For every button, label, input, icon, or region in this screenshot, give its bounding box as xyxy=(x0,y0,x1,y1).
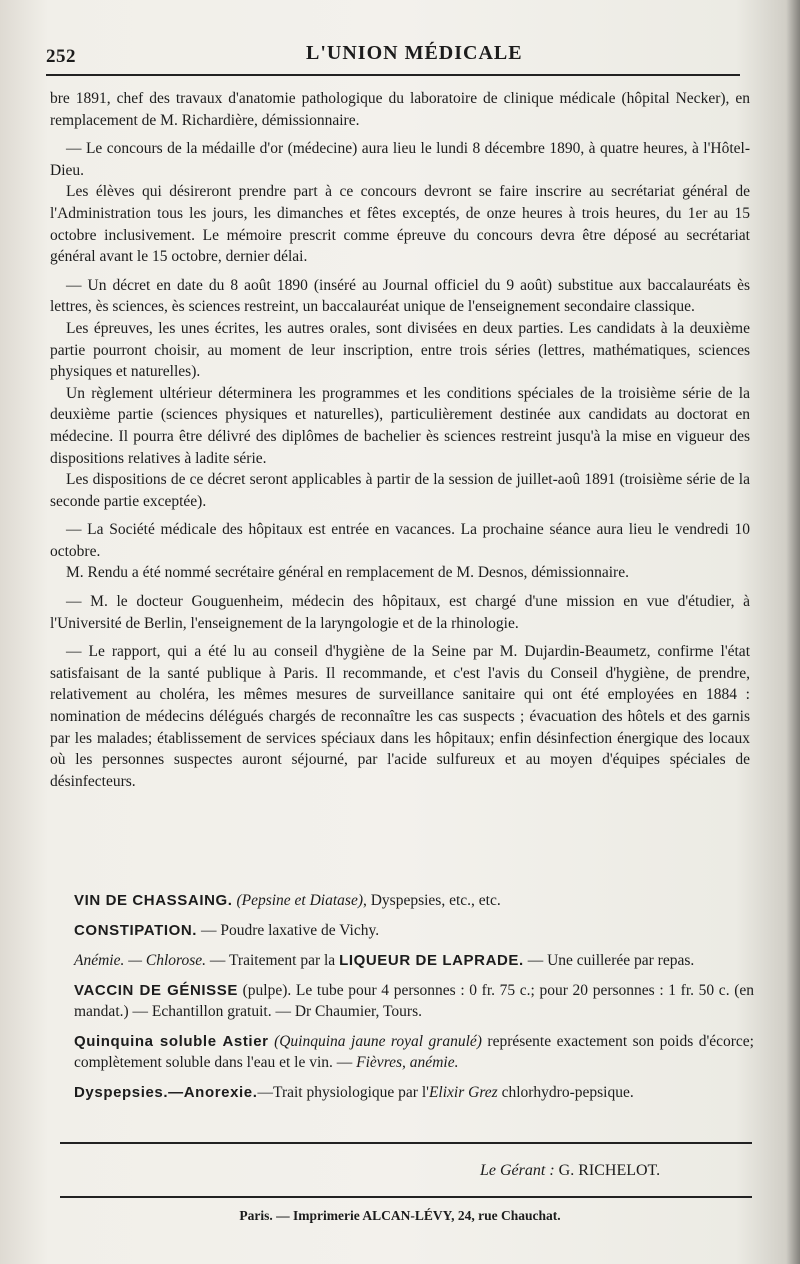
ad-constipation xyxy=(74,920,754,941)
ad-brand: Quinquina soluble Astier xyxy=(74,1033,269,1050)
paragraph: Les élèves qui désireront prendre part à ce concours devront se faire inscrire au secrétariat général de l'Administration tous les jours, les dimanches et fêtes exceptés, de onze heures à trois heures, du 1er au 15 octobre inclusivement. Le mémoire prescrit comme épreuve du concours devra être déposé au secrétariat général avant le 15 octobre, dernier délai. xyxy=(50,183,750,266)
page-header xyxy=(46,42,746,72)
paragraph: bre 1891, chef des travaux d'anatomie pathologique du laboratoire de clinique médicale (hôpital Necker), en remplacement de M. Richardière, démissionnaire. xyxy=(50,90,750,129)
ad-text: représente exactement son poids d'écorce; complètement soluble dans l'eau et le vin. — xyxy=(74,1033,754,1071)
ad-text: (pulpe). Le tube pour 4 personnes : 0 fr. 75 c.; pour 20 personnes : 1 fr. 50 c. (en mandat.) — Echantillon gratuit. — Dr Chaumier, Tours. xyxy=(74,982,755,1020)
ad-brand: Dyspepsies.—Anorexie. xyxy=(74,1084,258,1101)
ad-text: —Trait physiologique par l' xyxy=(257,1084,429,1101)
ad-brand: LIQUEUR DE LAPRADE. xyxy=(339,952,524,969)
advertisements xyxy=(74,890,754,1112)
header-rule xyxy=(46,74,740,76)
running-title: L'UNION MÉDICALE xyxy=(306,42,523,64)
ad-italic: Fièvres, anémie. xyxy=(356,1054,459,1071)
paragraph: — Le concours de la médaille d'or (médecine) aura lieu le lundi 8 décembre 1890, à quatre heures, à l'Hôtel-Dieu. xyxy=(50,140,750,179)
paragraph: M. Rendu a été nommé secrétaire général en remplacement de M. Desnos, démissionnaire. xyxy=(66,564,629,582)
ad-text: — Une cuillerée par repas. xyxy=(523,952,695,969)
ad-elixir-grez xyxy=(74,1082,754,1103)
ad-italic: Anémie. — Chlorose. xyxy=(74,952,207,969)
paragraph: — La Société médicale des hôpitaux est entrée en vacances. La prochaine séance aura lieu le vendredi 10 octobre. xyxy=(50,521,750,560)
ad-brand: CONSTIPATION. xyxy=(74,922,198,939)
page-number: 252 xyxy=(46,46,76,67)
gerant-signature xyxy=(480,1162,660,1180)
ad-text: — Poudre laxative de Vichy. xyxy=(197,922,380,939)
paragraph: — Le rapport, qui a été lu au conseil d'hygiène de la Seine par M. Dujardin-Beaumetz, confirme l'état satisfaisant de la santé publique à Paris. Il recommande, et c'est l'avis du Conseil d'hygiène, de prendre, relativement au choléra, les mêmes mesures de surveillance sanitaire qui ont été employées en 1884 : nomination de médecins délégués chargés de reconnaître les cas suspects ; évacuation des hôtels et des garnis par les malades; établissement de services spéciaux dans les hôpitaux; enfin désinfection énergique des locaux où les personnes suspectes auront séjourné, par l'acide sulfureux et au moyen d'équipes spéciales de désinfecteurs. xyxy=(50,643,750,790)
ad-vin-chassaing xyxy=(74,890,754,911)
printer-imprint: Paris. — Imprimerie ALCAN-LÉVY, 24, rue Chauchat. xyxy=(239,1208,561,1223)
paragraph: — Un décret en date du 8 août 1890 (inséré au Journal officiel du 9 août) substitue aux baccalauréats ès lettres, ès sciences, ès sciences restreint, un baccalauréat unique de l'enseignement secondaire classique. xyxy=(50,276,750,316)
paragraph: Les dispositions de ce décret seront applicables à partir de la session de juillet-aoû 1891 (troisième série de la seconde partie exceptée). xyxy=(50,471,750,510)
ad-italic: (Pepsine et Diatase) xyxy=(236,892,363,909)
paragraph: Les épreuves, les unes écrites, les autres orales, sont divisées en deux parties. Les candidats à la deuxième partie pourront choisir, au moment de leur inscription, entre trois séries (lettres, mathématiques, sciences physiques et naturelles). xyxy=(50,319,750,381)
gerant-name: G. RICHELOT. xyxy=(558,1162,661,1179)
ad-italic: Elixir Grez xyxy=(428,1084,498,1101)
paragraph: — M. le docteur Gouguenheim, médecin des hôpitaux, est chargé d'une mission en vue d'étudier, à l'Université de Berlin, l'enseignement de la laryngologie et de la rhinologie. xyxy=(50,593,750,632)
footer-rule xyxy=(60,1142,752,1144)
footer-rule xyxy=(60,1196,752,1198)
ad-italic: (Quinquina jaune royal granulé) xyxy=(274,1033,482,1050)
gerant-label: Le Gérant : xyxy=(480,1162,555,1179)
page-edge-shadow xyxy=(786,0,800,1264)
article-body xyxy=(50,88,750,792)
ad-brand: VACCIN DE GÉNISSE xyxy=(74,982,238,999)
ad-brand: VIN DE CHASSAING. xyxy=(74,892,233,909)
ad-text: chlorhydro-pepsique. xyxy=(497,1084,634,1101)
paragraph: Un règlement ultérieur déterminera les programmes et les conditions spéciales de la troisième série de la deuxième partie (sciences physiques et naturelles), particulièrement destinée aux candidats au doctorat en médecine. Il pourra être délivré des diplômes de bachelier ès sciences restreint jusqu'à la mise en vigueur des dispositions relatives à ladite série. xyxy=(50,384,750,467)
ad-liqueur-laprade xyxy=(74,950,754,971)
ad-quinquina-astier xyxy=(74,1031,754,1073)
ad-text: — Traitement par la xyxy=(206,952,340,969)
ad-text: , Dyspepsies, etc., etc. xyxy=(362,892,501,909)
ad-vaccin-genisse xyxy=(74,980,754,1022)
